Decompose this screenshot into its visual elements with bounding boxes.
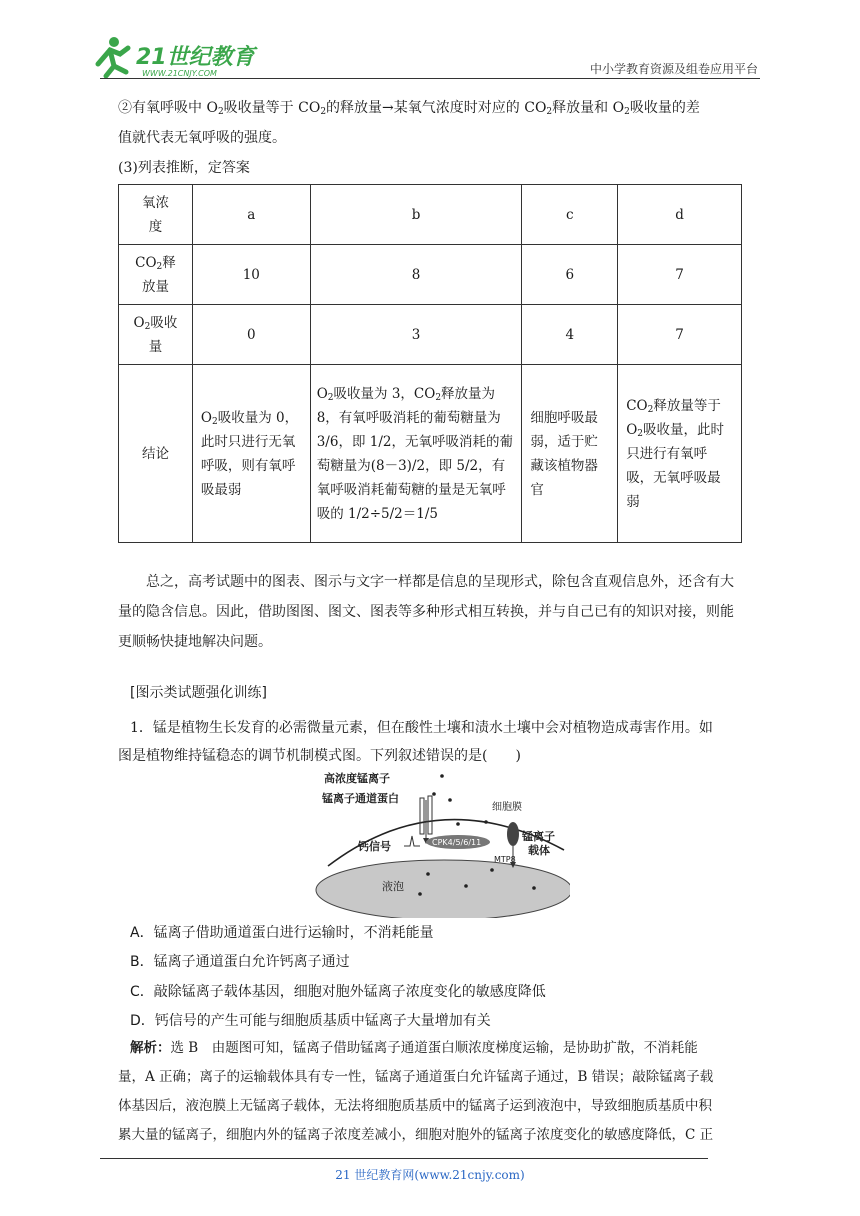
cell: 3 bbox=[310, 305, 522, 365]
label-high-mn: 高浓度锰离子 bbox=[324, 772, 390, 785]
vacuole bbox=[316, 860, 570, 918]
mn-carrier bbox=[507, 822, 519, 846]
label-mtp: MTP8 bbox=[494, 855, 516, 864]
section-heading: [图示类试题强化训练] bbox=[130, 685, 267, 701]
label-membrane: 细胞膜 bbox=[492, 802, 522, 813]
step-3-heading: (3)列表推断，定答案 bbox=[118, 160, 250, 176]
cell: 10 bbox=[192, 245, 310, 305]
answer-line-1: 解析：选 B 由题图可知，锰离子借助锰离子通道蛋白顺浓度梯度运输，是协助扩散，不消耗能 bbox=[130, 1040, 698, 1056]
cell: 0 bbox=[192, 305, 310, 365]
question-line-1: 1．锰是植物生长发育的必需微量元素，但在酸性土壤和渍水土壤中会对植物造成毒害作用。如 bbox=[130, 720, 713, 736]
label-carrier-1: 锰离子 bbox=[522, 830, 555, 843]
logo-url: WWW.21CNJY.COM bbox=[142, 69, 217, 78]
manganese-regulation-figure bbox=[308, 770, 570, 918]
logo-text: 21世纪教育 bbox=[136, 45, 255, 70]
inference-table bbox=[118, 184, 742, 543]
option-c[interactable]: C．敲除锰离子载体基因，细胞对胞外锰离子浓度变化的敏感度降低 bbox=[130, 984, 546, 1000]
summary-line-3: 更顺畅快捷地解决问题。 bbox=[118, 634, 272, 650]
answer-line-3: 体基因后，液泡膜上无锰离子载体，无法将细胞质基质中的锰离子运到液泡中，导致细胞质基质中积 bbox=[118, 1098, 712, 1114]
table-row-conclusion bbox=[119, 365, 742, 543]
cell: 7 bbox=[618, 305, 742, 365]
summary-line-1: 总之，高考试题中的图表、图示与文字一样都是信息的呈现形式，除包含直观信息外，还含有大 bbox=[146, 574, 734, 590]
cell: 6 bbox=[522, 245, 618, 305]
channel-protein bbox=[420, 796, 432, 844]
site-logo bbox=[92, 34, 262, 80]
footer-divider bbox=[100, 1158, 708, 1159]
footer-link[interactable]: 21 世纪教育网(www.21cnjy.com) bbox=[335, 1168, 525, 1182]
header-col-b: b bbox=[310, 185, 522, 245]
intro-line-1: ②有氧呼吸中 $O_2$吸收量等于 $CO_2$的释放量→某氧气浓度时对应的 $CO_2$释放量和 $O_2$吸收量的差 bbox=[118, 100, 700, 117]
option-d[interactable]: D．钙信号的产生可能与细胞质基质中锰离子大量增加有关 bbox=[130, 1013, 491, 1029]
table-header-row bbox=[119, 185, 742, 245]
cell: 8 bbox=[310, 245, 522, 305]
header-divider bbox=[100, 78, 760, 79]
label-vacuole: 液泡 bbox=[382, 880, 404, 893]
answer-line-4: 累大量的锰离子，细胞内外的锰离子浓度差减小，细胞对胞外的锰离子浓度变化的敏感度降低，C 正 bbox=[118, 1127, 714, 1143]
runner-icon bbox=[98, 37, 128, 76]
label-cpk: CPK4/5/6/11 bbox=[432, 838, 482, 847]
table-row-o2 bbox=[119, 305, 742, 365]
header-oxygen-concentration: 氧浓度 bbox=[119, 185, 193, 245]
conclusion-b: $O_2$吸收量为 3，$CO_2$释放量为8，有氧呼吸消耗的葡萄糖量为3/6，即 1/2，无氧呼吸消耗的葡萄糖量为(8－3)/2，即 5/2，有氧呼吸消耗葡萄糖的量是无氧呼吸的 1/2÷5/2＝1/5 bbox=[310, 365, 522, 543]
cell: 4 bbox=[522, 305, 618, 365]
row-label-o2: $O_2$吸收量 bbox=[119, 305, 193, 365]
label-calcium: 钙信号 bbox=[358, 840, 391, 853]
question-line-2: 图是植物维持锰稳态的调节机制模式图。下列叙述错误的是( ) bbox=[118, 748, 521, 764]
table-row-co2 bbox=[119, 245, 742, 305]
header-col-c: c bbox=[522, 185, 618, 245]
intro-line-2: 值就代表无氧呼吸的强度。 bbox=[118, 130, 286, 146]
calcium-spike bbox=[404, 836, 420, 846]
header-platform-text: 中小学教育资源及组卷应用平台 bbox=[589, 62, 758, 76]
label-carrier-2: 载体 bbox=[528, 844, 550, 857]
option-b[interactable]: B．锰离子通道蛋白允许钙离子通过 bbox=[130, 954, 350, 970]
cell: 7 bbox=[618, 245, 742, 305]
conclusion-c: 细胞呼吸最弱，适于贮藏该植物器官 bbox=[522, 365, 618, 543]
option-a[interactable]: A．锰离子借助通道蛋白进行运输时，不消耗能量 bbox=[130, 925, 434, 941]
answer-line-2: 量，A 正确；离子的运输载体具有专一性，锰离子通道蛋白允许锰离子通过，B 错误；敲除锰离子载 bbox=[118, 1069, 714, 1085]
answer-label: 解析： bbox=[130, 1040, 171, 1056]
conclusion-a: $O_2$吸收量为 0，此时只进行无氧呼吸，则有氧呼吸最弱 bbox=[192, 365, 310, 543]
header-col-d: d bbox=[618, 185, 742, 245]
conclusion-d: $CO_2$释放量等于$O_2$吸收量，此时只进行有氧呼吸，无氧呼吸最弱 bbox=[618, 365, 742, 543]
header-col-a: a bbox=[192, 185, 310, 245]
label-channel: 锰离子通道蛋白 bbox=[322, 792, 399, 805]
row-label-conclusion: 结论 bbox=[119, 365, 193, 543]
summary-line-2: 量的隐含信息。因此，借助图图、图文、图表等多种形式相互转换，并与自己已有的知识对接，则能 bbox=[118, 604, 734, 620]
row-label-co2: $CO_2$释放量 bbox=[119, 245, 193, 305]
